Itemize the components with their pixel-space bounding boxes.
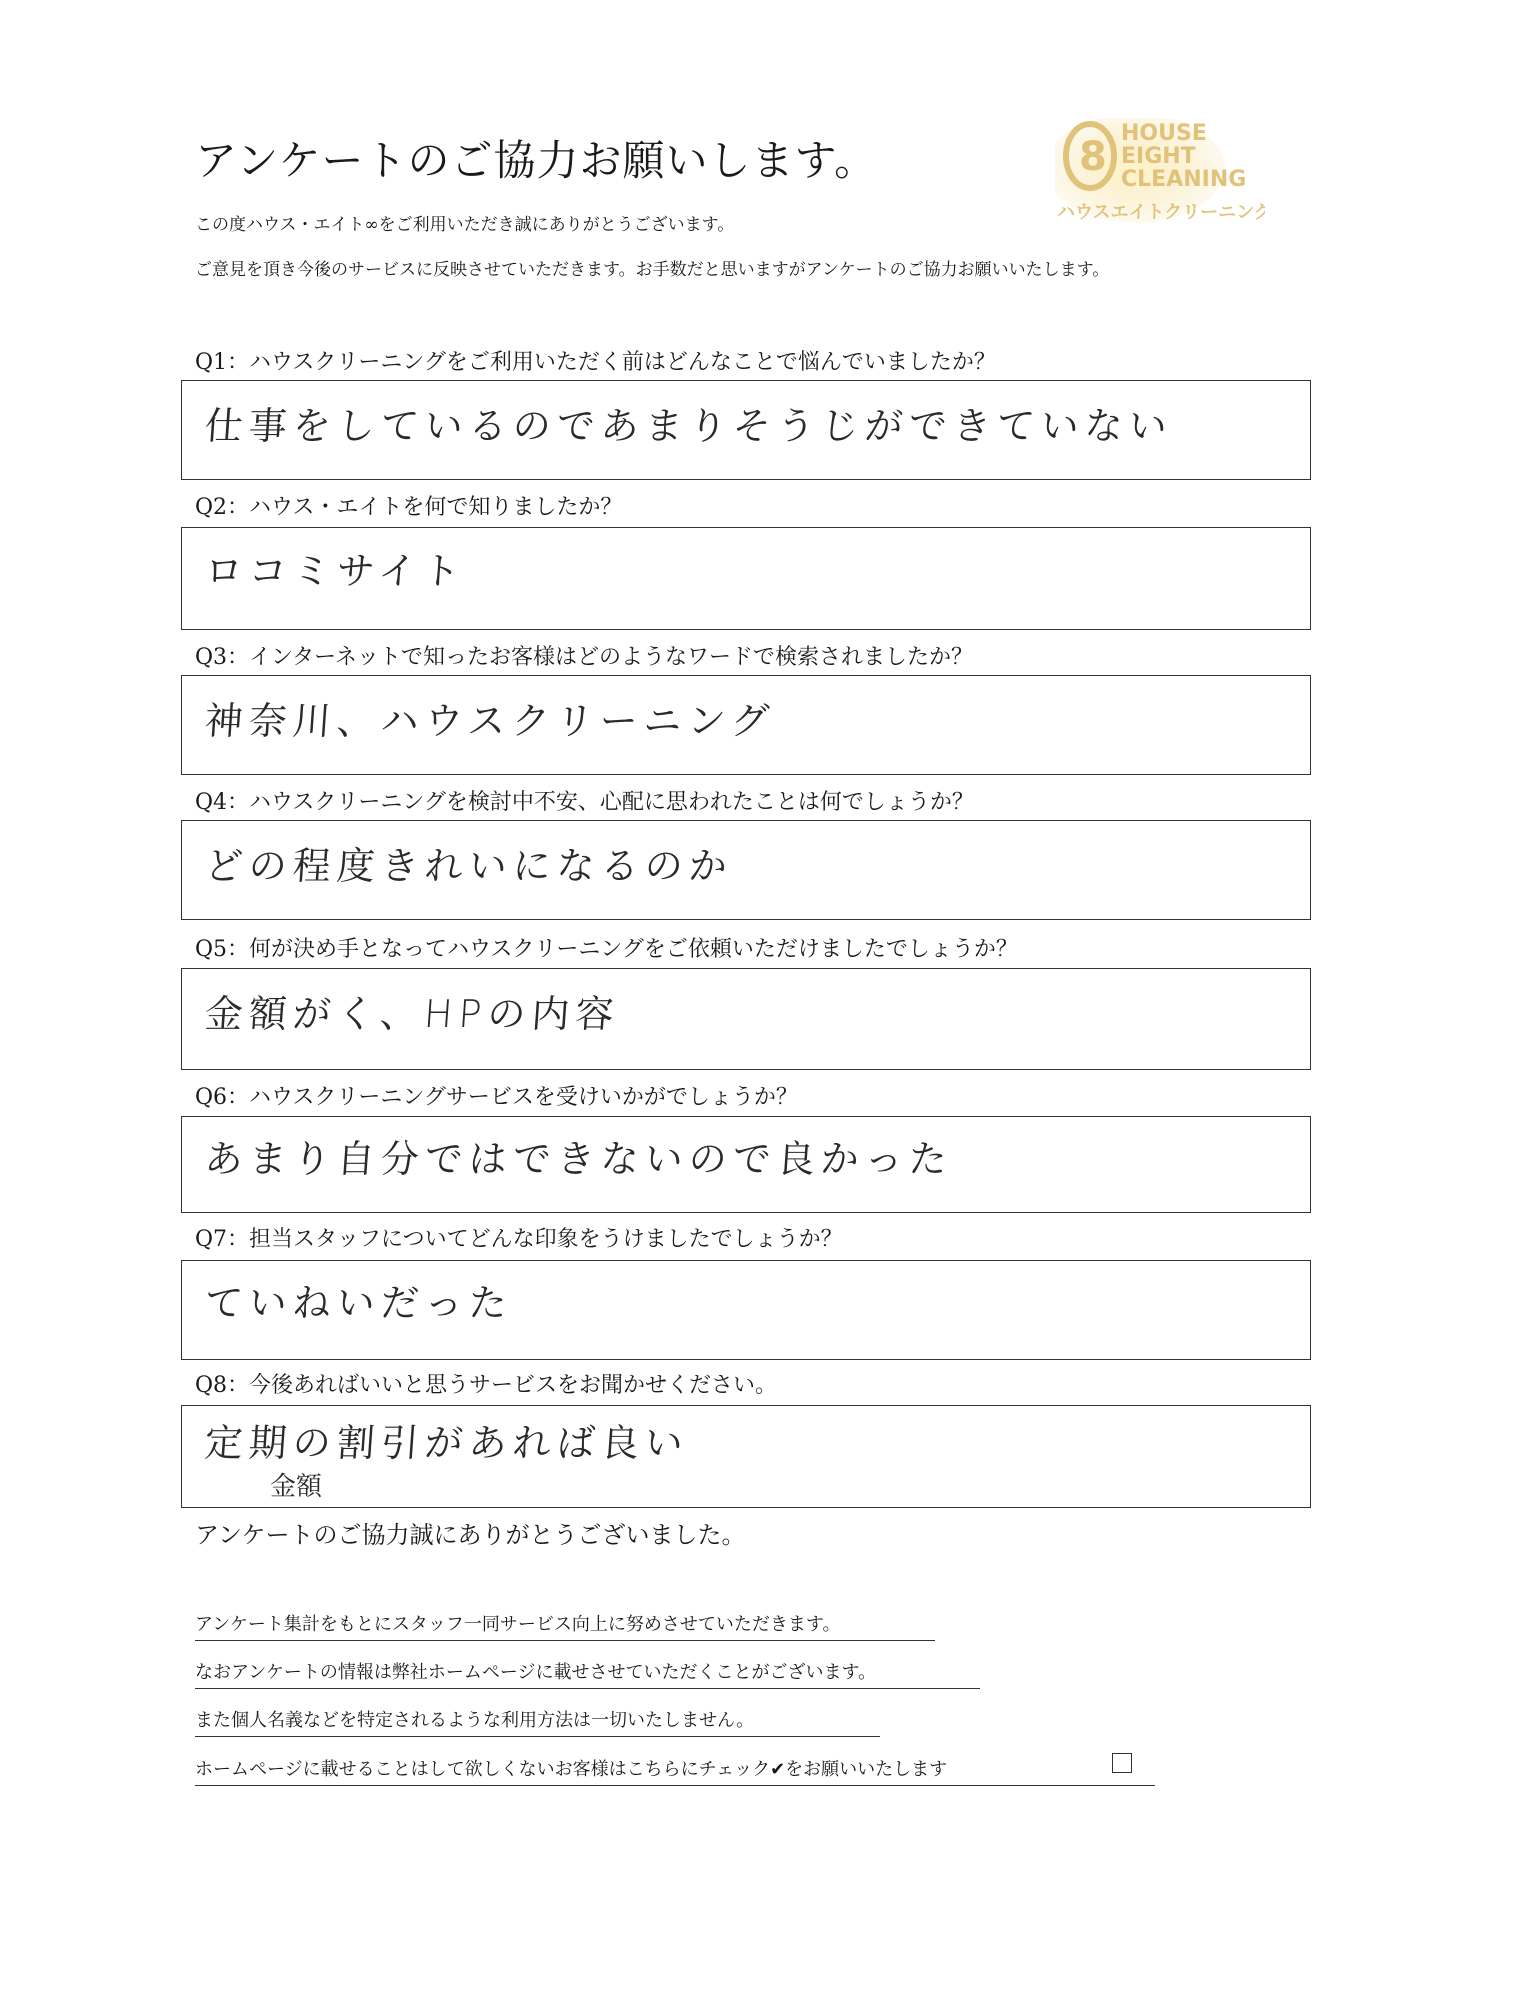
logo-kana: ハウスエイトクリーニング — [1057, 202, 1265, 223]
question-6-label: Q6：ハウスクリーニングサービスを受けいかがでしょうか？ — [195, 1085, 798, 1110]
note-line-4: ホームページに載せることはして欲しくないお客様はこちらにチェック✔をお願いいたします — [195, 1755, 1155, 1786]
question-7-label: Q7：担当スタッフについてどんな印象をうけましたでしょうか？ — [195, 1227, 843, 1252]
thank-you-text: アンケートのご協力誠にありがとうございました。 — [195, 1521, 746, 1549]
question-5-answer: 金額がく、HPの内容 — [203, 992, 622, 1036]
note-line-2: なおアンケートの情報は弊社ホームページに載せさせていただくことがございます。 — [195, 1658, 980, 1689]
intro-line-2: ご意見を頂き今後のサービスに反映させていただきます。お手数だと思いますがアンケートのご協力お願いいたします。 — [195, 260, 1110, 280]
note-line-3: また個人名義などを特定されるような利用方法は一切いたしません。 — [195, 1706, 880, 1737]
question-3-answer: 神奈川、ハウスクリーニング — [203, 699, 777, 743]
question-4-label: Q4：ハウスクリーニングを検討中不安、心配に思われたことは何でしょうか？ — [195, 790, 974, 815]
question-8-label: Q8：今後あればいいと思うサービスをお聞かせください。 — [195, 1373, 778, 1398]
note-line-1: アンケート集計をもとにスタッフ一同サービス向上に努めさせていただきます。 — [195, 1610, 935, 1641]
question-2-label: Q2：ハウス・エイトを何で知りましたか？ — [195, 495, 623, 520]
question-5-label: Q5：何が決め手となってハウスクリーニングをご依頼いただけましたでしょうか？ — [195, 937, 1018, 962]
question-6-answer: あまり自分ではできないので良かった — [203, 1137, 955, 1181]
opt-out-checkbox[interactable] — [1112, 1753, 1132, 1773]
logo-line-2: EIGHT — [1121, 144, 1196, 169]
intro-line-1: この度ハウス・エイト∞をご利用いただき誠にありがとうございます。 — [195, 215, 735, 235]
page-title: アンケートのご協力お願いします。 — [195, 136, 878, 185]
question-8-answer-note: 金額 — [270, 1472, 323, 1502]
question-8-answer: 定期の割引があれば良い — [203, 1421, 691, 1465]
question-1-answer: 仕事をしているのであまりそうじができていない — [203, 404, 1175, 448]
question-4-answer: どの程度きれいになるのか — [203, 844, 735, 888]
logo-line-3: CLEANING — [1121, 167, 1247, 192]
question-3-label: Q3：インターネットで知ったお客様はどのようなワードで検索されましたか？ — [195, 645, 974, 670]
question-1-label: Q1：ハウスクリーニングをご利用いただく前はどんなことで悩んでいましたか？ — [195, 350, 996, 375]
company-logo — [1055, 118, 1265, 233]
question-2-answer: ロコミサイト — [203, 549, 468, 593]
logo-line-1: HOUSE — [1121, 121, 1207, 146]
question-7-answer: ていねいだった — [203, 1281, 515, 1325]
logo-mark: 8 — [1079, 134, 1107, 180]
